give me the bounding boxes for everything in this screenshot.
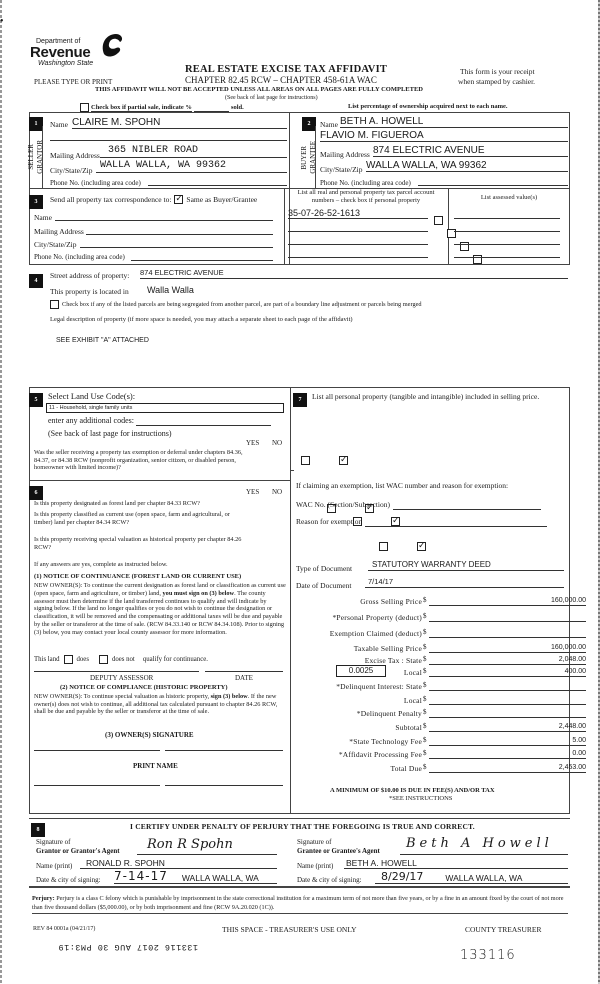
section5-badge: 5 (29, 388, 43, 407)
excise-tax-state-field[interactable]: 2,048.00 (429, 655, 586, 665)
dollar-sign: $ (423, 708, 427, 716)
parcel-field-2[interactable] (288, 231, 428, 232)
buyer-city-label: City/State/Zip (320, 165, 363, 174)
print-name-line-1[interactable] (34, 785, 160, 786)
legal-label: Legal description of property (if more space is needed, you may attach a separate sheet to each page of the affidavit) (50, 316, 353, 323)
partial-sale-checkbox[interactable] (80, 103, 89, 112)
grantee-sig-label-1: Signature of (297, 838, 332, 846)
amount-label-gross: Gross Selling Price (360, 597, 422, 606)
grantee-date-city-field[interactable] (375, 870, 568, 884)
additional-codes-label: enter any additional codes: (48, 416, 134, 425)
parcel-field-3[interactable] (288, 244, 428, 245)
dollar-sign: $ (423, 695, 427, 703)
seller-mailing-field[interactable]: 365 NIBLER ROAD (100, 145, 287, 158)
parcel-right-divider (448, 189, 449, 265)
corr-mailing-field[interactable] (86, 226, 273, 235)
notice-continuance-text: NEW OWNER(S): To continue the current designation as forest land or classification as current use (open space, farm and agriculture, or timber) land, you must sign on (3) below. The county assessor must then determine if the land transferred continues to qualify and will indicate by signing below. If the land no longer qualifies or you do not wish to continue the designation or classification, it will be removed and the compensating or additional taxes will be due and payable by the seller or transferor at the time of sale. (RCW 84.33.140 or RCW 84.34.108). Prior to signing (3) below, you may contact your local county assessor for more information. (34, 582, 286, 636)
corr-name-label: Name (34, 213, 52, 222)
section1-badge: 1 (29, 112, 43, 131)
segregated-checkbox[interactable] (50, 300, 59, 309)
exemption-no-checkbox[interactable] (339, 456, 348, 465)
segregated-row (50, 300, 422, 309)
amount-label-exemption: Exemption Claimed (deduct) (329, 629, 422, 638)
seller-side-label (26, 126, 44, 188)
street-label: Street address of property: (50, 271, 130, 280)
grantee-date: 8/29/17 (381, 870, 424, 883)
amount-label-total-due: Total Due (390, 764, 422, 773)
buyer-name2-field[interactable]: FLAVIO M. FIGUEROA (320, 130, 568, 142)
correspondence-row (50, 195, 257, 204)
street-field[interactable]: 874 ELECTRIC AVENUE (140, 268, 568, 279)
doc-date-field[interactable]: 7/14/17 (365, 577, 564, 588)
buyer-mailing-label: Mailing Address (320, 150, 370, 159)
amount-label-state-tax: Excise Tax : State (364, 656, 422, 665)
grantee-name-label: Name (print) (297, 862, 334, 870)
corr-name-field[interactable] (55, 212, 273, 221)
personal-property-checkbox-1[interactable] (434, 216, 443, 225)
assessed-field-2[interactable] (454, 231, 560, 232)
delinquent-interest-state-field[interactable] (429, 681, 586, 691)
logo-line3: Washington State (38, 60, 94, 67)
seller-mailing-label: Mailing Address (50, 151, 100, 160)
assessed-field-4[interactable] (454, 257, 560, 258)
s5-yes-header: YES (246, 439, 260, 447)
amount-label-delinquent-interest-local: Local (403, 696, 422, 705)
dor-swirl-icon (100, 32, 124, 58)
seller-phone-label: Phone No. (including area code) (50, 179, 141, 187)
amount-label-subtotal: Subtotal (395, 723, 422, 732)
receipt-note-1: This form is your receipt (460, 67, 535, 76)
amount-label-personal: *Personal Property (deduct) (332, 613, 422, 622)
grantor-sig-label-1: Signature of (36, 838, 71, 846)
partial-sale-percent-field[interactable] (194, 104, 229, 112)
dollar-sign: $ (423, 736, 427, 744)
grantor-date: 7-14-17 (114, 869, 168, 883)
s6-no-header: NO (272, 488, 283, 496)
does-label: does (76, 656, 89, 663)
delinquent-penalty-field[interactable] (429, 708, 586, 718)
legal-description[interactable]: SEE EXHIBIT "A" ATTACHED (56, 337, 149, 344)
dollar-sign: $ (423, 763, 427, 771)
dollar-sign: $ (423, 643, 427, 651)
grantor-sig-label-2: Grantor or Grantor's Agent (36, 847, 120, 855)
grantor-signature[interactable]: Ron R Spohn (137, 836, 277, 855)
partial-sale-row (80, 103, 244, 112)
bullet-mark: • (0, 16, 4, 27)
assessor-date-label: DATE (235, 674, 253, 682)
assessed-header: List assessed value(s) (480, 194, 538, 201)
exemption-yes-checkbox[interactable] (301, 456, 310, 465)
wac-row (296, 500, 541, 510)
buyer-side-label (299, 126, 317, 188)
notice-compliance-title: (2) NOTICE OF COMPLIANCE (HISTORIC PROPERTY) (60, 684, 228, 691)
owner-signature-line-2[interactable] (165, 750, 283, 751)
perjury-notice: Perjury: Perjury is a class C felony which is punishable by imprisonment in the state correctional institution for a maximum term of not more than five years, or by a fine in an amount fixed by the court of not more than five thousand dollars ($5,000.00), or by both imprisonment and fine (RCW 9A.20.020 (1C)). (32, 895, 568, 914)
grantee-name-field[interactable]: BETH A. HOWELL (344, 858, 568, 869)
print-name-line-2[interactable] (165, 785, 283, 786)
this-land-label: This land (34, 656, 60, 663)
partial-sale-label: Check box if partial sale, indicate % (91, 103, 192, 111)
handwritten-number: 133116 (460, 948, 516, 963)
corr-city-label: City/State/Zip (34, 240, 77, 249)
county-treasurer-label: COUNTY TREASURER (465, 925, 542, 934)
does-qualify-checkbox[interactable] (64, 655, 73, 664)
grantor-name-label: Name (print) (36, 862, 73, 870)
historic-no-checkbox[interactable] (417, 542, 426, 551)
see-instructions-note: *SEE INSTRUCTIONS (389, 795, 453, 802)
owner-signature-line-1[interactable] (34, 750, 160, 751)
form-title: REAL ESTATE EXCISE TAX AFFIDAVIT (185, 64, 388, 75)
dollar-sign: $ (423, 612, 427, 620)
current-use-question: Is this property classified as current use (open space, farm and agricultural, or timber) land per chapter 84.34 RCW? (34, 511, 230, 526)
located-label: This property is located in (50, 287, 129, 296)
minimum-due-note: A MINIMUM OF $10.00 IS DUE IN FEE(S) AND/OR TAX (330, 787, 495, 794)
reason-label: Reason for exemption (296, 517, 363, 526)
section2-badge: 2 (302, 112, 316, 131)
amount-label-processing-fee: *Affidavit Processing Fee (338, 750, 422, 759)
taxable-selling-price-field[interactable]: 160,000.00 (429, 643, 586, 653)
sections-divider (290, 387, 291, 814)
s6-yes-header: YES (246, 488, 260, 496)
buyer-name-field[interactable]: BETH A. HOWELL (340, 116, 568, 128)
parcel-left-divider (284, 189, 285, 265)
section6-badge: 6 (29, 481, 43, 500)
personal-property-deduct-field[interactable] (429, 612, 586, 622)
assessor-date-line[interactable] (205, 671, 283, 672)
grantee-signature[interactable]: Beth A Howell (400, 834, 568, 855)
amount-label-delinquent-penalty: *Delinquent Penalty (356, 709, 422, 718)
chapter-ref: CHAPTER 82.45 RCW – CHAPTER 458-61A WAC (185, 75, 377, 85)
seller-name-field[interactable]: CLAIRE M. SPOHN (72, 117, 287, 129)
grantor-city: WALLA WALLA, WA (181, 873, 259, 883)
parcel-field-1[interactable]: 35-07-26-52-1613 (288, 208, 428, 219)
corr-phone-field[interactable] (131, 252, 273, 261)
buyer-phone-field[interactable] (418, 176, 568, 186)
grantor-date-city-field[interactable] (114, 870, 277, 884)
continuance-qualify-row (34, 655, 208, 664)
seller-name-label: Name (50, 120, 68, 129)
owner-signature-label: (3) OWNER(S) SIGNATURE (105, 731, 194, 739)
additional-codes-field[interactable] (136, 416, 271, 426)
reason-row (296, 517, 547, 527)
amount-label-local-tax: Local (403, 668, 422, 677)
segregated-label: Check box if any of the listed parcels are being segregated from another parcel, are part of a boundary line adjustment or parcels being merged (62, 301, 422, 308)
wac-field[interactable] (393, 500, 541, 510)
does-not-label: does not (111, 656, 135, 663)
doc-type-field[interactable]: STATUTORY WARRANTY DEED (368, 560, 564, 571)
dollar-sign: $ (423, 749, 427, 757)
seller-city-field[interactable]: WALLA WALLA, WA 99362 (96, 160, 287, 173)
seller-phone-field[interactable] (148, 176, 287, 186)
exemption-question: Was the seller receiving a property tax exemption or deferral under chapters 84.36, 84.37, or 84.38 RCW (nonprofit organization, senior citizen, or disabled person, homeowner with limited income)? (34, 449, 243, 471)
see-back-instructions: (See back of last page for instructions) (225, 95, 318, 101)
buyer-label: BUYER GRANTEE (299, 140, 317, 174)
amount-label-delinquent-interest-state: *Delinquent Interest: State (336, 682, 422, 691)
exemption-claim-label: If claiming an exemption, list WAC number and reason for exemption: (296, 481, 509, 490)
same-as-buyer-label: Same as Buyer/Grantee (186, 195, 258, 204)
s5-no-header: NO (272, 439, 283, 447)
gross-selling-price-field[interactable]: 160,000.00 (429, 596, 586, 606)
receipt-note-2: when stamped by cashier. (458, 77, 536, 86)
logo-line1: Department of (36, 38, 81, 45)
doc-type-label: Type of Document (296, 564, 353, 573)
dollar-sign: $ (423, 596, 427, 604)
doc-date-label: Date of Document (296, 581, 352, 590)
certify-statement: I CERTIFY UNDER PENALTY OF PERJURY THAT THE FOREGOING IS TRUE AND CORRECT. (130, 822, 475, 831)
treasurer-space-label: THIS SPACE - TREASURER'S USE ONLY (222, 925, 357, 934)
grantee-sig-label-2: Grantee or Grantee's Agent (297, 847, 380, 855)
partial-sale-sold: sold. (230, 104, 244, 111)
grantee-city: WALLA WALLA, WA (445, 873, 523, 883)
wac-label: WAC No. (Section/Subsection) (296, 500, 390, 509)
grantor-date-label: Date & city of signing: (36, 876, 101, 884)
land-use-select[interactable]: 11 - Household, single family units (46, 403, 284, 413)
section4-badge: 4 (29, 269, 43, 288)
historic-yes-checkbox[interactable] (379, 542, 388, 551)
ownership-note: List percentage of ownership acquired next to each name. (348, 103, 508, 110)
personal-property-label: List all personal property (tangible and intangible) included in selling price. (312, 392, 540, 401)
seller-name2-field[interactable] (50, 140, 287, 141)
seller-city-label: City/State/Zip (50, 166, 93, 175)
affidavit-processing-fee-field[interactable]: 0.00 (429, 749, 586, 759)
located-field[interactable]: Walla Walla (147, 285, 194, 295)
additional-codes-row (48, 416, 271, 426)
buyer-mailing-field[interactable]: 874 ELECTRIC AVENUE (373, 145, 568, 157)
land-use-label: Select Land Use Code(s): (48, 391, 136, 401)
state-technology-fee-field[interactable]: 5.00 (429, 736, 586, 746)
please-type: PLEASE TYPE OR PRINT (34, 78, 113, 86)
exemption-claimed-field[interactable] (429, 628, 586, 638)
dollar-sign: $ (423, 722, 427, 730)
seller-label: SELLER GRANTOR (26, 140, 44, 174)
treasurer-stamp: 133116 2017 AUG 30 PM3:19 (58, 942, 199, 952)
amount-label-taxable: Taxable Selling Price (353, 644, 422, 653)
notice-continuance-title: (1) NOTICE OF CONTINUANCE (FOREST LAND OR CURRENT USE) (34, 573, 242, 580)
dollar-sign: $ (423, 667, 427, 675)
forest-question: Is this property designated as forest land per chapter 84.33 RCW? (34, 500, 200, 507)
dollar-sign: $ (423, 628, 427, 636)
section3-badge: 3 (29, 190, 43, 209)
parcel-header: List all real and personal property tax parcel account numbers – check box if personal property (297, 189, 435, 204)
grantee-date-label: Date & city of signing: (297, 876, 362, 884)
form-revision: REV 84 0001a (04/21/17) (33, 926, 96, 932)
amount-label-tech-fee: *State Technology Fee (349, 737, 422, 746)
tick-mark (290, 470, 294, 471)
buyer-name-label: Name (320, 120, 338, 129)
local-rate-field[interactable]: 0.0025 (336, 665, 386, 677)
dor-logo (30, 32, 130, 72)
corr-mailing-label: Mailing Address (34, 227, 84, 236)
scan-edge-left (0, 0, 2, 984)
land-use-see-back: (See back of last page for instructions) (48, 429, 172, 438)
dollar-sign: $ (423, 655, 427, 663)
parcel-field-4[interactable] (288, 257, 428, 258)
print-name-label: PRINT NAME (133, 762, 178, 770)
historic-question: Is this property receiving special valuation as historical property per chapter 84.26 RCW? (34, 536, 242, 551)
assessed-field-3[interactable] (454, 244, 560, 245)
notice-compliance-text: NEW OWNER(S): To continue special valuation as historic property, sign (3) below. If the new owner(s) does not wish to continue, all additional tax calculated pursuant to chapter 84.26 RCW, shall be due and payable by the seller or transferor at the time of sale. (34, 693, 278, 715)
total-due-field[interactable]: 2,453.00 (429, 763, 586, 773)
dollar-sign: $ (423, 681, 427, 689)
excise-tax-local-field[interactable]: 400.00 (429, 667, 586, 677)
corr-phone-label: Phone No. (including area code) (34, 253, 125, 261)
same-as-buyer-checkbox[interactable] (174, 195, 183, 204)
section8-badge: 8 (31, 818, 45, 837)
deputy-assessor-signature-line[interactable] (34, 671, 199, 672)
grantor-name-field[interactable]: RONALD R. SPOHN (80, 858, 277, 869)
section6-top-divider (29, 480, 290, 481)
subtotal-field[interactable]: 2,448.00 (429, 722, 586, 732)
deputy-assessor-label: DEPUTY ASSESSOR (90, 674, 154, 682)
assessed-field-1[interactable] (454, 218, 560, 219)
qualify-label: qualify for continuance. (142, 656, 208, 663)
reason-field[interactable] (365, 517, 547, 527)
acceptance-warning: THIS AFFIDAVIT WILL NOT BE ACCEPTED UNLESS ALL AREAS ON ALL PAGES ARE FULLY COMPLETED (95, 86, 423, 93)
buyer-phone-label: Phone No. (including area code) (320, 179, 411, 187)
buyer-city-field[interactable]: WALLA WALLA, WA 99362 (366, 160, 568, 172)
corr-city-field[interactable] (80, 239, 273, 248)
delinquent-interest-local-field[interactable] (429, 695, 586, 705)
section7-badge: 7 (293, 388, 307, 407)
if-yes-note: If any answers are yes, complete as instructed below. (34, 561, 168, 568)
does-not-qualify-checkbox[interactable] (99, 655, 108, 664)
logo-line2: Revenue (30, 44, 91, 61)
correspondence-label: Send all property tax correspondence to: (50, 195, 172, 204)
